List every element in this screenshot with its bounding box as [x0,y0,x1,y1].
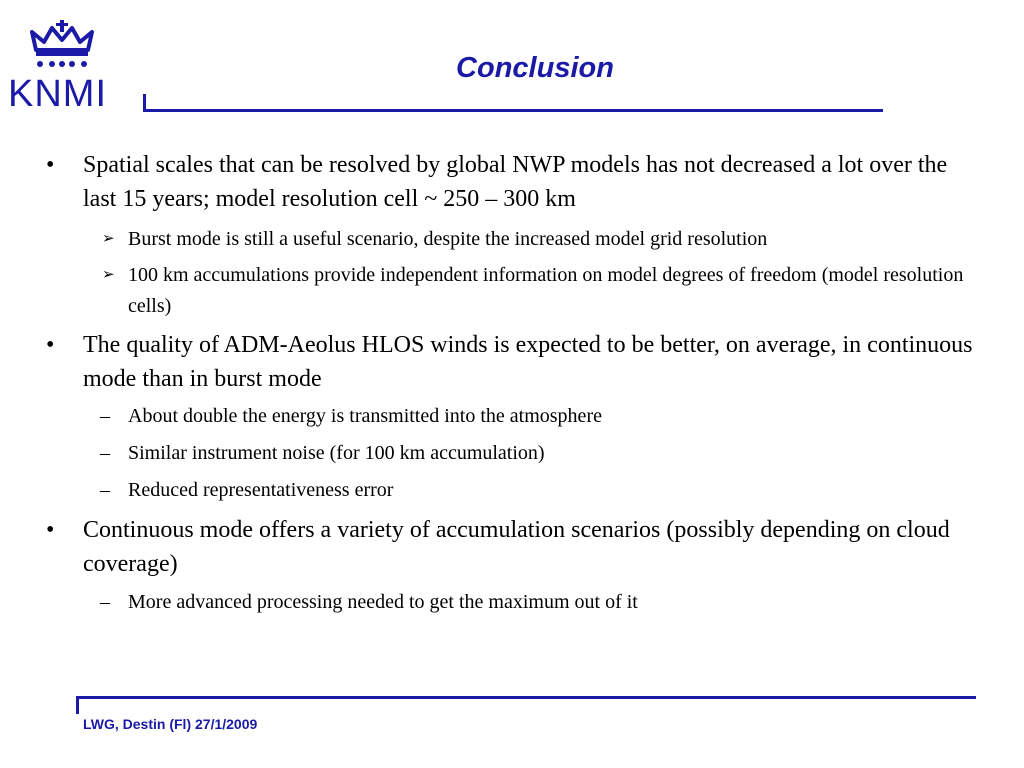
sub-bullet-text: About double the energy is transmitted into the atmosphere [128,405,602,427]
bullet-text: Continuous mode offers a variety of accumulation scenarios (possibly depending on cloud coverage) [83,517,950,577]
arrow-bullet-marker: ➢ [102,231,115,247]
sub-bullet-text: More advanced processing needed to get the maximum out of it [128,591,638,613]
sub-bullet-text: Burst mode is still a useful scenario, despite the increased model grid resolution [128,228,768,250]
sub-bullet-text: Similar instrument noise (for 100 km accumulation) [128,442,545,464]
bullet-text: The quality of ADM-Aeolus HLOS winds is expected to be better, on average, in continuous mode than in burst mode [83,332,973,392]
dash-bullet-marker: – [100,479,110,501]
knmi-logo [8,20,112,115]
bullet-marker: • [46,332,55,358]
footer-text: LWG, Destin (Fl) 27/1/2009 [83,716,258,732]
arrow-bullet-marker: ➢ [102,267,115,283]
bullet-marker: • [46,517,55,543]
crown-icon [30,20,94,74]
dash-bullet-marker: – [100,442,110,464]
slide-title: Conclusion [456,52,614,84]
bullet-marker: • [46,152,55,178]
sub-bullet-text: 100 km accumulations provide independent information on model degrees of freedom (model resolution cells) [128,264,964,317]
bullet-text: Spatial scales that can be resolved by global NWP models has not decreased a lot over the last 15 years; model resolution cell ~ 250 – 300 km [83,152,948,212]
logo-text: KNMI [8,73,107,115]
sub-bullet-text: Reduced representativeness error [128,479,394,501]
footer-rule [76,696,976,716]
title-underline [143,94,883,112]
dash-bullet-marker: – [100,591,110,613]
dash-bullet-marker: – [100,405,110,427]
